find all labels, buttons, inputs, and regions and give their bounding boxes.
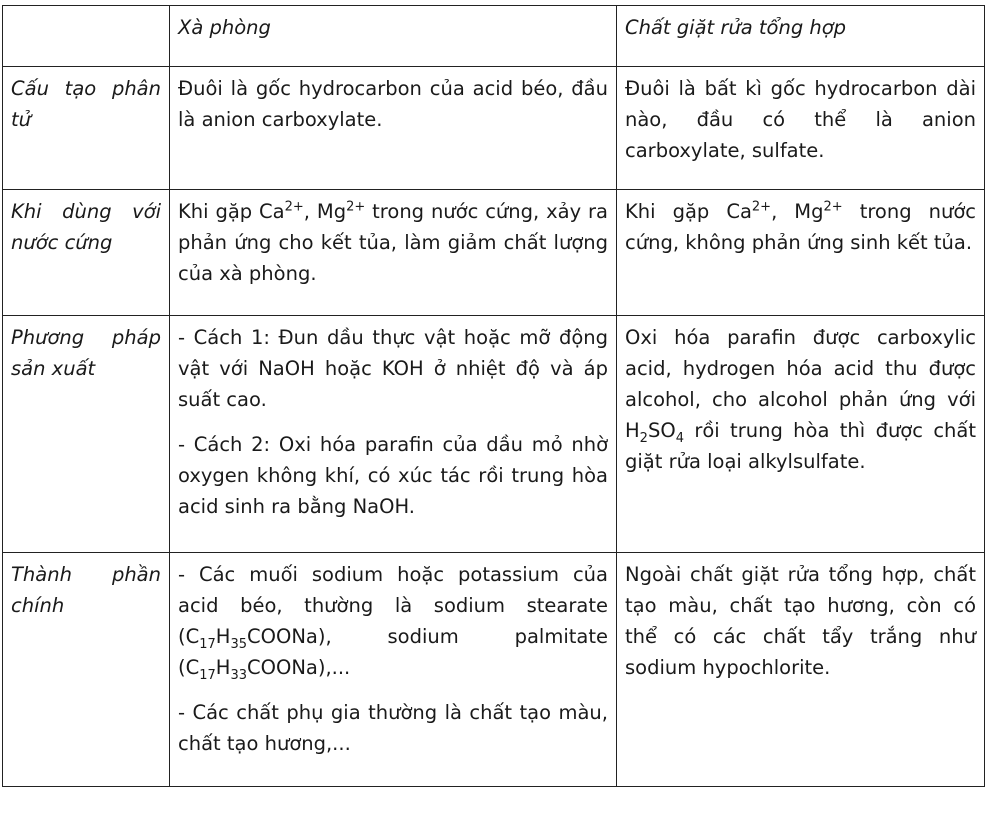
soap-cell <box>170 553 617 787</box>
detergent-cell <box>617 316 985 553</box>
cell-paragraph: - Các chất phụ gia thường là chất tạo màu, chất tạo hương,... <box>178 701 608 755</box>
table-row <box>3 553 985 787</box>
cell-paragraph: Oxi hóa parafin được carboxylic acid, hydrogen hóa acid thu được alcohol, cho alcohol phản ứng với $H_2SO_4$ rồi trung hòa thì được chất giặt rửa loại alkylsulfate. <box>625 326 976 473</box>
row-label: Khi dùng với nước cứng <box>3 190 170 316</box>
cell-paragraph: - Cách 1: Đun dầu thực vật hoặc mỡ động vật với NaOH hoặc KOH ở nhiệt độ và áp suất cao. <box>178 326 608 411</box>
table-row <box>3 67 985 190</box>
cell-paragraph: Đuôi là gốc hydrocarbon của acid béo, đầu là anion carboxylate. <box>178 77 608 131</box>
cell-paragraph: Khi gặp $Ca^{2+}$, $Mg^{2+}$ trong nước cứng, xảy ra phản ứng cho kết tủa, làm giảm chất lượng của xà phòng. <box>178 199 608 285</box>
header-row <box>3 6 985 67</box>
comparison-table <box>2 5 985 787</box>
header-corner <box>3 6 170 67</box>
soap-cell <box>170 67 617 190</box>
soap-cell <box>170 316 617 553</box>
cell-paragraph: - Các muối sodium hoặc potassium của acid béo, thường là sodium stearate $(C_{17}H_{35}COONa)$, sodium palmitate $(C_{17}H_{33}COONa)$,... <box>178 563 608 683</box>
soap-cell <box>170 190 617 316</box>
cell-paragraph: Ngoài chất giặt rửa tổng hợp, chất tạo màu, chất tạo hương, còn có thể có các chất tẩy trắng như sodium hypochlorite. <box>625 563 976 679</box>
header-soap: Xà phòng <box>170 6 617 67</box>
detergent-cell <box>617 553 985 787</box>
row-label: Phương pháp sản xuất <box>3 316 170 553</box>
table-row <box>3 190 985 316</box>
detergent-cell <box>617 190 985 316</box>
row-label: Cấu tạo phân tử <box>3 67 170 190</box>
cell-paragraph: Đuôi là bất kì gốc hydrocarbon dài nào, đầu có thể là anion carboxylate, sulfate. <box>625 77 976 162</box>
row-label: Thành phần chính <box>3 553 170 787</box>
detergent-cell <box>617 67 985 190</box>
header-detergent: Chất giặt rửa tổng hợp <box>617 6 985 67</box>
table-row <box>3 316 985 553</box>
cell-paragraph: Khi gặp $Ca^{2+}$, $Mg^{2+}$ trong nước cứng, không phản ứng sinh kết tủa. <box>625 199 976 254</box>
cell-paragraph: - Cách 2: Oxi hóa parafin của dầu mỏ nhờ oxygen không khí, có xúc tác rồi trung hòa acid sinh ra bằng NaOH. <box>178 433 608 518</box>
